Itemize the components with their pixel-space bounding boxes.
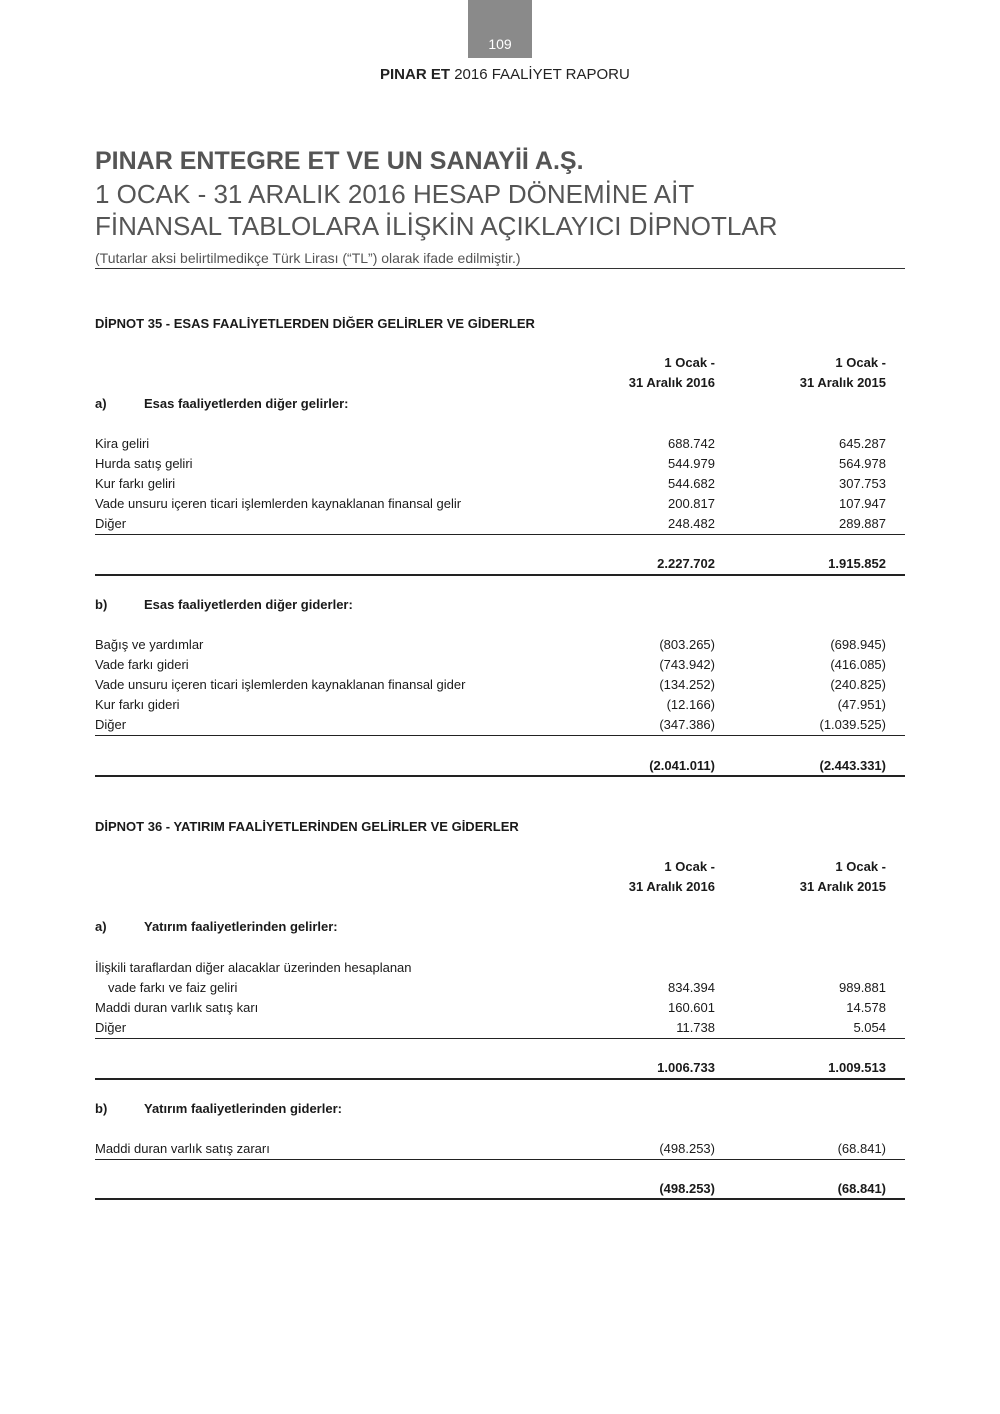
subtotal-rule	[95, 735, 905, 736]
table-row	[95, 657, 905, 677]
total-row	[95, 556, 905, 576]
page-number: 109	[488, 36, 512, 52]
total-value-2015: 1.915.852	[828, 556, 886, 571]
note36-section-a-header	[95, 919, 905, 939]
table-row	[95, 516, 905, 536]
row-label: Diğer	[95, 717, 127, 732]
table-row	[95, 456, 905, 476]
section-letter: a)	[95, 396, 107, 411]
row-value-2016: 834.394	[668, 980, 715, 995]
table-row	[95, 1000, 905, 1020]
row-value-2015: 645.287	[839, 436, 886, 451]
table-row	[95, 960, 905, 980]
row-label: Diğer	[95, 516, 127, 531]
note36-heading: DİPNOT 36 - YATIRIM FAALİYETLERİNDEN GELİRLER VE GİDERLER	[95, 819, 519, 834]
row-value-2015: 107.947	[839, 496, 886, 511]
row-value-2016: 544.682	[668, 476, 715, 491]
row-label: Vade unsuru içeren ticari işlemlerden kaynaklanan finansal gider	[95, 677, 466, 692]
row-label: Vade farkı gideri	[95, 657, 189, 672]
total-rule	[95, 1198, 905, 1200]
table-row	[95, 436, 905, 456]
table-row	[95, 697, 905, 717]
note35-col-2015-line2: 31 Aralık 2015	[799, 375, 886, 390]
row-label: Maddi duran varlık satış zararı	[95, 1141, 270, 1156]
total-value-2015: (2.443.331)	[819, 758, 886, 773]
section-title: Yatırım faaliyetlerinden giderler:	[144, 1101, 342, 1116]
row-value-2015: 989.881	[839, 980, 886, 995]
section-letter: a)	[95, 919, 107, 934]
subtotal-rule	[95, 1159, 905, 1160]
section-title: Esas faaliyetlerden diğer gelirler:	[144, 396, 349, 411]
table-row	[95, 677, 905, 697]
statement-title: FİNANSAL TABLOLARA İLİŞKİN AÇIKLAYICI DİPNOTLAR	[95, 211, 778, 241]
row-value-2016: 160.601	[668, 1000, 715, 1015]
note35-section-a-header	[95, 396, 905, 416]
row-label: Diğer	[95, 1020, 127, 1035]
note36-col-2015-line2: 31 Aralık 2015	[799, 879, 886, 894]
row-value-2015: (240.825)	[830, 677, 886, 692]
row-label: vade farkı ve faiz geliri	[108, 980, 238, 995]
row-value-2015: 289.887	[839, 516, 886, 531]
total-rule	[95, 1078, 905, 1080]
section-title: Esas faaliyetlerden diğer giderler:	[144, 597, 353, 612]
row-value-2016: (743.942)	[659, 657, 715, 672]
period-title: 1 OCAK - 31 ARALIK 2016 HESAP DÖNEMİNE AİT	[95, 179, 695, 209]
note35-column-header-line2	[95, 375, 905, 395]
note36-column-header-line2	[95, 879, 905, 899]
row-value-2016: (803.265)	[659, 637, 715, 652]
row-value-2016: 544.979	[668, 456, 715, 471]
note35-col-2016-line1: 1 Ocak -	[664, 355, 715, 370]
row-value-2016: 200.817	[668, 496, 715, 511]
subtotal-rule	[95, 534, 905, 535]
report-title	[380, 66, 630, 83]
note36-col-2016-line1: 1 Ocak -	[664, 859, 715, 874]
table-row	[95, 1141, 905, 1161]
row-label: İlişkili taraflardan diğer alacaklar üzerinden hesaplanan	[95, 960, 412, 975]
row-label: Hurda satış geliri	[95, 456, 193, 471]
row-value-2015: 14.578	[846, 1000, 886, 1015]
total-value-2015: 1.009.513	[828, 1060, 886, 1075]
row-value-2015: (1.039.525)	[819, 717, 886, 732]
note36-col-2015-line1: 1 Ocak -	[835, 859, 886, 874]
section-title: Yatırım faaliyetlerinden gelirler:	[144, 919, 338, 934]
table-row	[95, 496, 905, 516]
row-value-2016: 688.742	[668, 436, 715, 451]
total-rule	[95, 574, 905, 576]
row-label: Kur farkı gideri	[95, 697, 180, 712]
total-value-2016: (2.041.011)	[649, 758, 715, 773]
row-label: Maddi duran varlık satış karı	[95, 1000, 259, 1015]
table-row	[95, 637, 905, 657]
section-letter: b)	[95, 597, 108, 612]
row-value-2015: (47.951)	[837, 697, 886, 712]
total-value-2016: 2.227.702	[657, 556, 715, 571]
row-value-2015: 5.054	[853, 1020, 886, 1035]
total-rule	[95, 775, 905, 777]
note35-col-2015-line1: 1 Ocak -	[835, 355, 886, 370]
row-value-2016: 248.482	[668, 516, 715, 531]
row-label: Vade unsuru içeren ticari işlemlerden kaynaklanan finansal gelir	[95, 496, 462, 511]
subtotal-rule	[95, 1038, 905, 1039]
row-value-2015: (68.841)	[837, 1141, 886, 1156]
row-value-2016: 11.738	[676, 1020, 715, 1035]
title-divider	[95, 268, 905, 269]
row-value-2016: (498.253)	[659, 1141, 715, 1156]
table-row	[95, 1020, 905, 1040]
report-title-rest: 2016 FAALİYET RAPORU	[454, 66, 630, 83]
row-value-2015: (416.085)	[830, 657, 886, 672]
row-value-2016: (134.252)	[659, 677, 715, 692]
total-value-2016: (498.253)	[659, 1181, 715, 1196]
section-letter: b)	[95, 1101, 108, 1116]
total-value-2016: 1.006.733	[657, 1060, 715, 1075]
note36-section-b-header	[95, 1101, 905, 1121]
note35-section-b-header	[95, 597, 905, 617]
row-value-2016: (347.386)	[659, 717, 715, 732]
note36-column-header-line1	[95, 859, 905, 879]
note35-column-header-line1	[95, 355, 905, 375]
total-row	[95, 1060, 905, 1080]
note35-heading: DİPNOT 35 - ESAS FAALİYETLERDEN DİĞER GELİRLER VE GİDERLER	[95, 316, 535, 331]
note35-col-2016-line2: 31 Aralık 2016	[628, 375, 715, 390]
row-label: Kira geliri	[95, 436, 150, 451]
row-value-2015: (698.945)	[830, 637, 886, 652]
row-value-2016: (12.166)	[666, 697, 715, 712]
row-value-2015: 564.978	[839, 456, 886, 471]
total-value-2015: (68.841)	[837, 1181, 886, 1196]
table-row	[95, 980, 905, 1000]
currency-note: (Tutarlar aksi belirtilmedikçe Türk Lirası (“TL”) olarak ifade edilmiştir.)	[95, 250, 521, 266]
table-row	[95, 476, 905, 496]
report-brand: PINAR ET	[380, 66, 451, 83]
row-label: Bağış ve yardımlar	[95, 637, 204, 652]
row-value-2015: 307.753	[839, 476, 886, 491]
company-name: PINAR ENTEGRE ET VE UN SANAYİİ A.Ş.	[95, 147, 584, 175]
note36-col-2016-line2: 31 Aralık 2016	[628, 879, 715, 894]
table-row	[95, 717, 905, 737]
row-label: Kur farkı geliri	[95, 476, 176, 491]
